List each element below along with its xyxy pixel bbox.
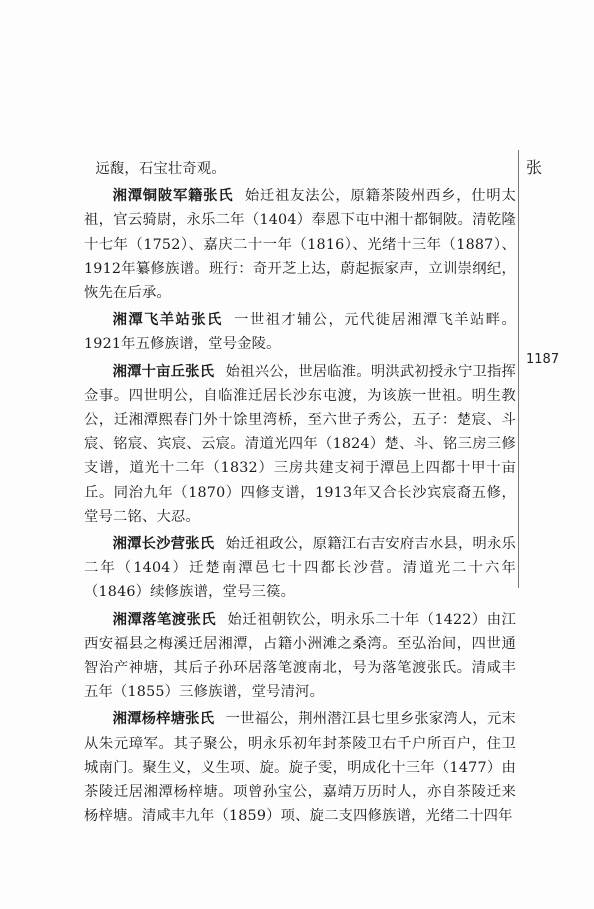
entry-text: 始迁祖朝钦公，明永乐二十年（1422）由江西安福县之梅溪迁居湘潭，占籍小洲滩之桑湾。至弘治间，四世通智治产神塘，其后子孙环居落笔渡南北，号为落笔渡张氏。清咸丰五年（1855）三修族谱，堂号清河。 — [84, 611, 516, 701]
paragraph — [84, 157, 516, 181]
margin-index-char: 张 — [526, 158, 543, 177]
entry-heading: 湘潭长沙营张氏 — [112, 536, 215, 553]
entry-text: 始迁祖政公，原籍江右吉安府吉水县，明永乐二年（1404）迁楚南潭邑七十四都长沙营。清道光二十六年（1846）续修族谱，堂号三篌。 — [84, 536, 516, 601]
paragraph — [84, 184, 516, 305]
entry-text: 始祖兴公，世居临淮。明洪武初授永宁卫指挥佥事。四世明公，自临淮迁居长沙东屯渡，为该族一世祖。明生教公，迁湘潭熙春门外十馀里湾桥，至六世子秀公，五子：楚宸、斗宸、铭宸、宾宸、云宸。清道光四年（1824）楚、斗、铭三房三修支谱，道光十二年（1832）三房共建支祠于潭邑上四都十甲十亩丘。同治九年（1870）四修支谱，1913年又合长沙宾宸裔五修，堂号二铭、大忍。 — [84, 363, 516, 525]
entry-heading: 湘潭杨梓塘张氏 — [112, 711, 215, 728]
paragraph — [84, 608, 516, 705]
entry-heading: 湘潭铜陂军籍张氏 — [112, 188, 234, 205]
page-number: 1187 — [526, 352, 560, 367]
paragraph — [84, 308, 516, 356]
paragraph — [84, 532, 516, 605]
entry-heading: 湘潭十亩丘张氏 — [112, 363, 215, 380]
paragraph — [84, 707, 516, 828]
margin-rule — [518, 150, 519, 588]
entry-text: 始迁祖友法公，原籍茶陵州西乡，仕明太祖，官云骑尉，永乐二年（1404）奉恩下屯中湘十都铜陂。清乾隆十七年（1752）、嘉庆二十一年（1816）、光绪十三年（1887）、1912年纂修族谱。班行：奇开芝上达，蔚起振家声，立训崇纲纪，恢先在后承。 — [84, 188, 516, 302]
entry-text: 远馥，石宝壮奇观。 — [95, 161, 226, 177]
entry-heading: 湘潭飞羊站张氏 — [112, 312, 223, 329]
paragraph — [84, 360, 516, 529]
entry-text: 一世祖才辅公，元代徙居湘潭飞羊站畔。1921年五修族谱，堂号金陵。 — [84, 312, 516, 353]
entry-heading: 湘潭落笔渡张氏 — [112, 611, 217, 628]
body-text — [84, 157, 516, 831]
entry-text: 一世福公，荆州潜江县七里乡张家湾人，元末从朱元璋军。其子聚公，明永乐初年封茶陵卫右千户所百户，住卫城南门。聚生义，义生项、旋。旋子雯，明成化十三年（1477）由茶陵迁居湘潭杨梓塘。项曾孙宝公，嘉靖万历时人，亦自茶陵迁来杨梓塘。清咸丰九年（1859）项、旋二支四修族谱，光绪二十四年 — [84, 711, 516, 825]
